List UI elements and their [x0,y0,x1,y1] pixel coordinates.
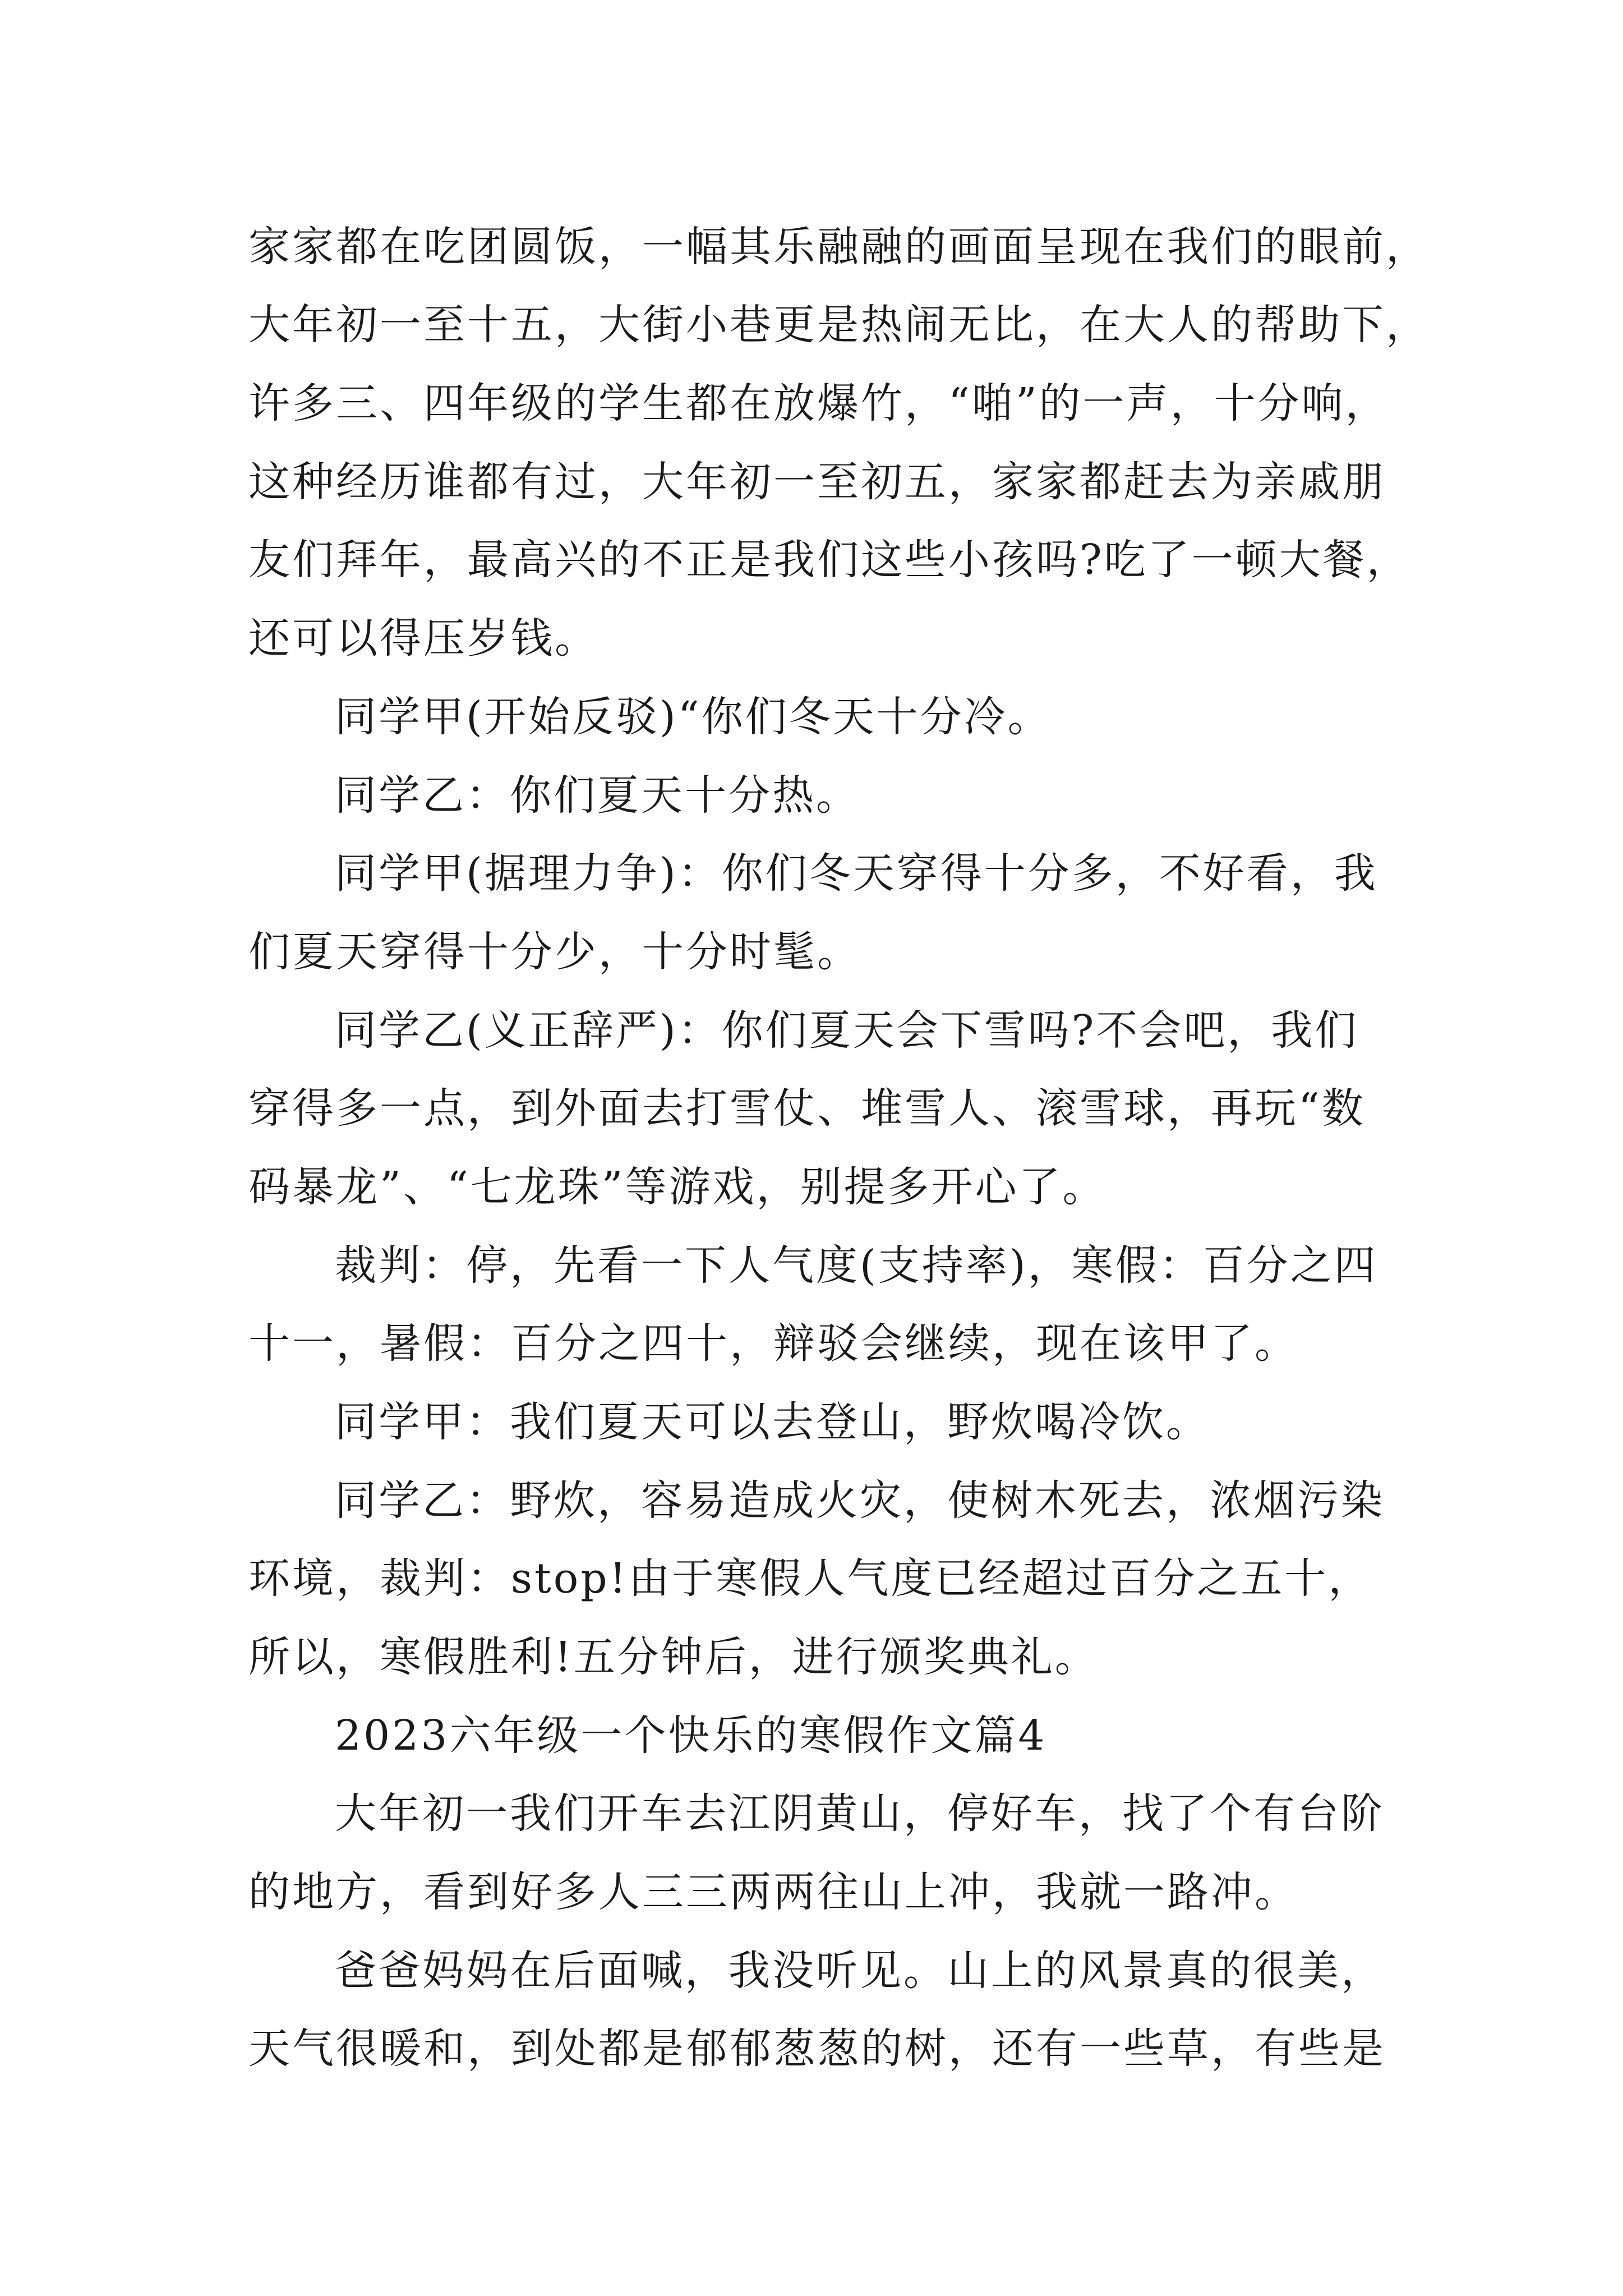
paragraph-line-3: 爸爸妈妈在后面喊，我没听见。山上的风景真的很美， [335,1947,1385,1995]
paragraph-line-1: 大年初一我们开车去江阴黄山，停好车，找了个有台阶 [335,1789,1385,1838]
dialogue-line-6: 同学甲：我们夏天可以去登山，野炊喝冷饮。 [335,1398,1210,1446]
body-line-15: 十一，暑假：百分之四十，辩驳会继续，现在该甲了。 [248,1319,1298,1368]
body-line-4: 这种经历谁都有过，大年初一至初五，家家都赶去为亲戚朋 [248,458,1386,506]
section-heading: 2023六年级一个快乐的寒假作文篇4 [335,1711,1047,1760]
dialogue-line-5: 裁判：停，先看一下人气度(支持率)，寒假：百分之四 [335,1241,1378,1290]
body-line-18: 环境，裁判：stop!由于寒假人气度已经超过百分之五十， [248,1554,1372,1603]
body-line-19: 所以，寒假胜利!五分钟后，进行颁奖典礼。 [248,1633,1099,1681]
body-line-10: 们夏天穿得十分少，十分时髦。 [248,928,861,976]
dialogue-line-4: 同学乙(义正辞严)：你们夏天会下雪吗?不会吧，我们 [335,1006,1359,1055]
body-line-3: 许多三、四年级的学生都在放爆竹，“啪”的一声，十分响， [248,379,1389,427]
dialogue-line-3: 同学甲(据理力争)：你们冬天穿得十分多，不好看，我 [335,849,1378,898]
body-line-1: 家家都在吃团圆饭，一幅其乐融融的画面呈现在我们的眼前， [248,223,1430,271]
dialogue-line-2: 同学乙：你们夏天十分热。 [335,771,860,820]
paragraph-line-4: 天气很暖和，到处都是郁郁葱葱的树，还有一些草，有些是 [248,2024,1386,2073]
body-line-13: 码暴龙”、“七龙珠”等游戏，别提多开心了。 [248,1163,1106,1211]
paragraph-line-2: 的地方，看到好多人三三两两往山上冲，我就一路冲。 [248,1868,1298,1916]
body-line-5: 友们拜年，最高兴的不正是我们这些小孩吗?吃了一顿大餐， [248,536,1410,584]
dialogue-line-7: 同学乙：野炊，容易造成火灾，使树木死去，浓烟污染 [335,1476,1385,1525]
dialogue-line-1: 同学甲(开始反驳)“你们冬天十分冷。 [335,693,1052,741]
body-line-6: 还可以得压岁钱。 [248,614,598,662]
body-line-12: 穿得多一点，到外面去打雪仗、堆雪人、滚雪球，再玩“数 [248,1084,1366,1133]
body-line-2: 大年初一至十五，大街小巷更是热闹无比，在大人的帮助下， [248,301,1430,349]
